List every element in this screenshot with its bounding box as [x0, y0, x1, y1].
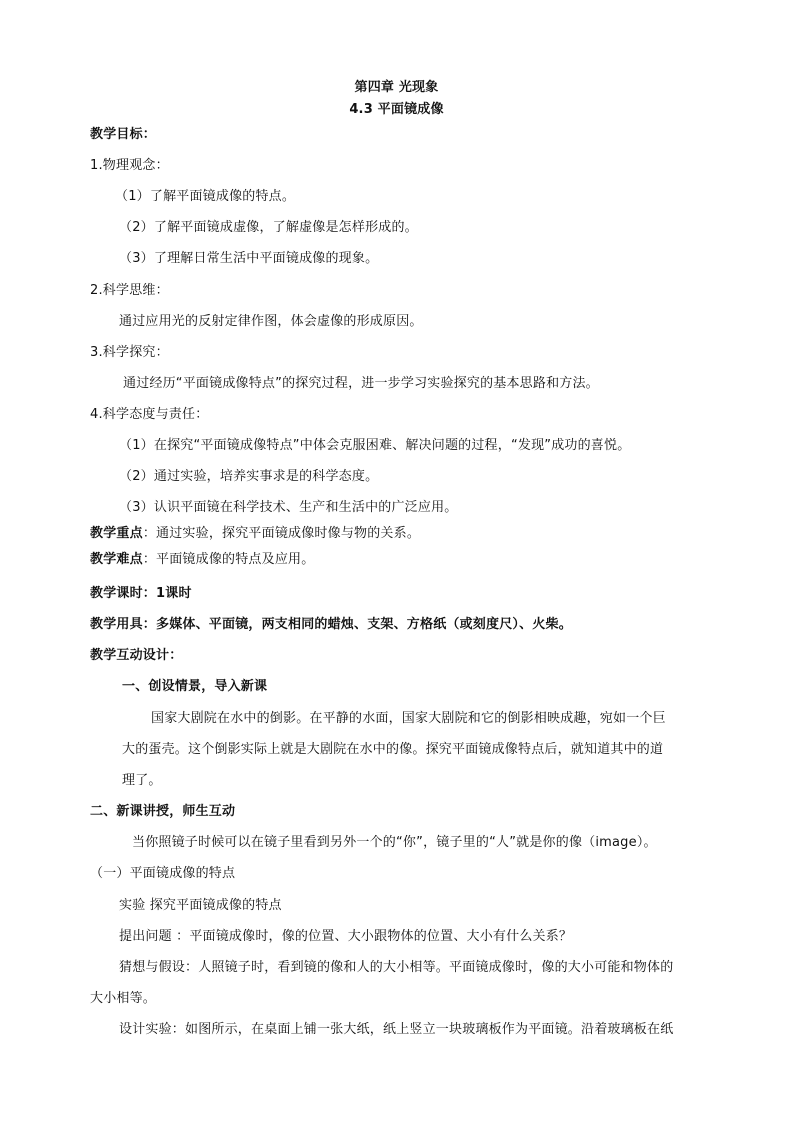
physics-concept-label: 1.物理观念： — [90, 158, 169, 173]
question-text: 提出问题 ：平面镜成像时，像的位置、大小跟物体的位置、大小有什么关系？ — [119, 929, 573, 944]
key-point — [90, 526, 420, 542]
key-point-text: ：通过实验，探究平面镜成像时像与物的关系。 — [142, 526, 421, 541]
experiment-title: 实验 探究平面镜成像的特点 — [119, 898, 282, 913]
key-point-label: 教学重点 — [90, 526, 143, 541]
difficulty — [90, 552, 314, 568]
objectives-heading: 教学目标： — [90, 127, 157, 142]
design-text: 设计实验：如图所示，在桌面上铺一张大纸，纸上竖立一块玻璃板作为平面镜。沿着玻璃板在纸 — [119, 1022, 674, 1037]
class-hours: 教学课时：1课时 — [90, 586, 192, 601]
chapter-title: 第四章 光现象 — [354, 80, 439, 95]
attitude-label: 4.科学态度与责任： — [90, 407, 209, 422]
difficulty-text: ：平面镜成像的特点及应用。 — [142, 552, 315, 567]
part1-line: 理了。 — [122, 773, 162, 788]
part1-heading: 一、创设情景，导入新课 — [122, 679, 268, 694]
part2-subheading: （一）平面镜成像的特点 — [90, 866, 236, 881]
interaction-heading: 教学互动设计： — [90, 648, 183, 663]
scientific-inquiry-label: 3.科学探究： — [90, 345, 169, 360]
attitude-item: （1）在探究“平面镜成像特点”中体会克服困难、解决问题的过程，“发现”成功的喜悦。 — [119, 438, 631, 453]
scientific-thinking-label: 2.科学思维： — [90, 283, 169, 298]
physics-concept-item: （3）了理解日常生活中平面镜成像的现象。 — [119, 251, 379, 266]
physics-concept-item: （2）了解平面镜成虚像，了解虚像是怎样形成的。 — [119, 220, 418, 235]
difficulty-label: 教学难点 — [90, 552, 143, 567]
hypothesis-line: 猜想与假设：人照镜子时，看到镜的像和人的大小相等。平面镜成像时，像的大小可能和物体的 — [119, 960, 674, 975]
part2-intro: 当你照镜子时候可以在镜子里看到另外一个的“你”，镜子里的“人”就是你的像（image）。 — [132, 835, 657, 850]
attitude-item: （3）认识平面镜在科学技术、生产和生活中的广泛应用。 — [119, 500, 458, 515]
section-title: 4.3 平面镜成像 — [349, 102, 444, 117]
part1-line: 国家大剧院在水中的倒影。在平静的水面，国家大剧院和它的倒影相映成趣，宛如一个巨 — [151, 711, 666, 726]
scientific-thinking-text: 通过应用光的反射定律作图，体会虚像的形成原因。 — [119, 314, 423, 329]
scientific-inquiry-text: 通过经历“平面镜成像特点”的探究过程，进一步学习实验探究的基本思路和方法。 — [123, 376, 599, 391]
materials: 教学用具：多媒体、平面镜，两支相同的蜡烛、支架、方格纸（或刻度尺）、火柴。 — [90, 617, 572, 632]
attitude-item: （2）通过实验，培养实事求是的科学态度。 — [119, 469, 379, 484]
hypothesis-line: 大小相等。 — [90, 991, 157, 1006]
part1-line: 大的蛋壳。这个倒影实际上就是大剧院在水中的像。探究平面镜成像特点后，就知道其中的道 — [122, 742, 664, 757]
physics-concept-item: （1）了解平面镜成像的特点。 — [115, 189, 296, 204]
part2-heading: 二、新课讲授，师生互动 — [90, 804, 236, 819]
